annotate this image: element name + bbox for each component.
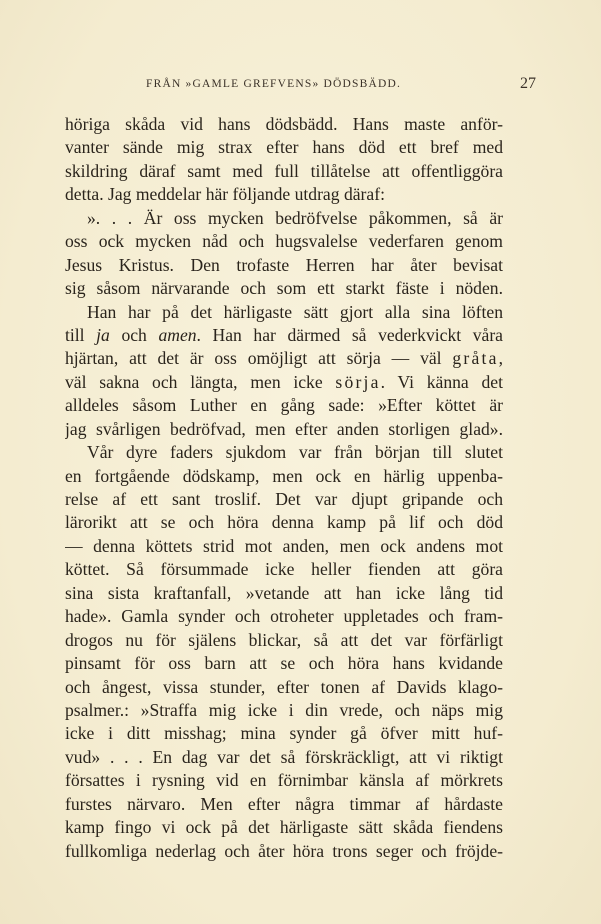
text-line: furstes närvaro. Men efter några timmar af hårdaste bbox=[65, 793, 503, 814]
spaced-word: sörja bbox=[335, 371, 381, 392]
text-line: pinsamt för oss barn att se och höra hans kvidande bbox=[65, 653, 503, 674]
body-text bbox=[65, 113, 503, 863]
running-title: FRÅN »GAMLE GREFVENS» DÖDSBÄDD. bbox=[146, 78, 402, 90]
text-line: — denna köttets strid mot anden, men ock andens mot bbox=[65, 535, 503, 556]
text-line: fullkomliga nederlag och åter höra trons seger och fröjde- bbox=[65, 840, 503, 861]
text-line: oss ock mycken nåd och hugsvalelse vederfaren genom bbox=[65, 231, 503, 252]
text-line: drogos nu för själens blickar, så att det var förfärligt bbox=[65, 629, 503, 650]
text-line: sina sista kraftanfall, »vetande att han icke lång tid bbox=[65, 582, 503, 603]
text-line: köttet. Så försummade icke heller fienden att göra bbox=[65, 559, 503, 580]
text-segment: . Vi känna det bbox=[380, 371, 503, 392]
text-line: ». . . Är oss mycken bedröfvelse påkommen, så är bbox=[87, 207, 503, 228]
text-line: relse af ett sant troslif. Det var djupt gripande och bbox=[65, 489, 503, 509]
text-line: höriga skåda vid hans dödsbädd. Hans maste anför- bbox=[65, 114, 503, 134]
text-segment: väl sakna och längta, men icke bbox=[65, 371, 323, 392]
text-line: skildring däraf samt med full tillåtelse att offentliggöra bbox=[65, 160, 503, 181]
text-line: psalmer.: »Straffa mig icke i din vrede, och näps mig bbox=[65, 699, 503, 720]
text-line: icke i ditt misshag; mina synder gå öfver mitt huf- bbox=[65, 723, 503, 744]
text-line: vanter sände mig strax efter hans död ett bref med bbox=[65, 137, 503, 158]
text-segment: . Han har därmed så vederkvickt våra bbox=[196, 324, 503, 345]
text-line bbox=[65, 324, 503, 347]
spaced-word: gråta bbox=[452, 348, 499, 369]
text-line bbox=[65, 347, 503, 370]
text-line: hade». Gamla synder och otroheter uppletades och fram- bbox=[65, 606, 503, 627]
text-line: detta. Jag meddelar här följande utdrag däraf: bbox=[65, 184, 385, 205]
running-head bbox=[66, 75, 536, 98]
text-line: Vår dyre faders sjukdom var från början till slutet bbox=[87, 442, 503, 463]
text-line: sig såsom närvarande och som ett starkt fäste i nöden. bbox=[65, 278, 503, 299]
text-line: jag svårligen bedröfvad, men efter anden storligen glad». bbox=[65, 418, 503, 439]
text-line: och ångest, vissa stunder, efter tonen af Davids klago- bbox=[65, 676, 503, 697]
text-segment: och bbox=[121, 324, 147, 345]
text-line: försattes i rysning vid en förnimbar känsla af mörkrets bbox=[65, 770, 503, 791]
text-line: kamp fingo vi ock på det härligaste sätt skåda fiendens bbox=[65, 817, 503, 838]
text-line: Jesus Kristus. Den trofaste Herren har åter bevisat bbox=[65, 254, 503, 275]
text-segment: , bbox=[498, 348, 503, 369]
italic-word: amen bbox=[158, 324, 197, 345]
text-line: Han har på det härligaste sätt gjort alla sina löften bbox=[87, 301, 503, 322]
page-number: 27 bbox=[520, 75, 536, 92]
text-line: vud» . . . En dag var det så förskräckligt, att vi riktigt bbox=[65, 746, 503, 767]
text-line: en fortgående dödskamp, men ock en härlig uppenba- bbox=[65, 465, 503, 486]
text-segment: till bbox=[65, 324, 85, 345]
text-line bbox=[65, 371, 503, 394]
text-line: alldeles såsom Luther en gång sade: »Efter köttet är bbox=[65, 395, 503, 416]
text-line: lärorikt att se och höra denna kamp på lif och död bbox=[65, 512, 503, 533]
text-segment: hjärtan, att det är oss omöjligt att sörja — väl bbox=[65, 348, 442, 369]
italic-word: ja bbox=[96, 324, 110, 345]
